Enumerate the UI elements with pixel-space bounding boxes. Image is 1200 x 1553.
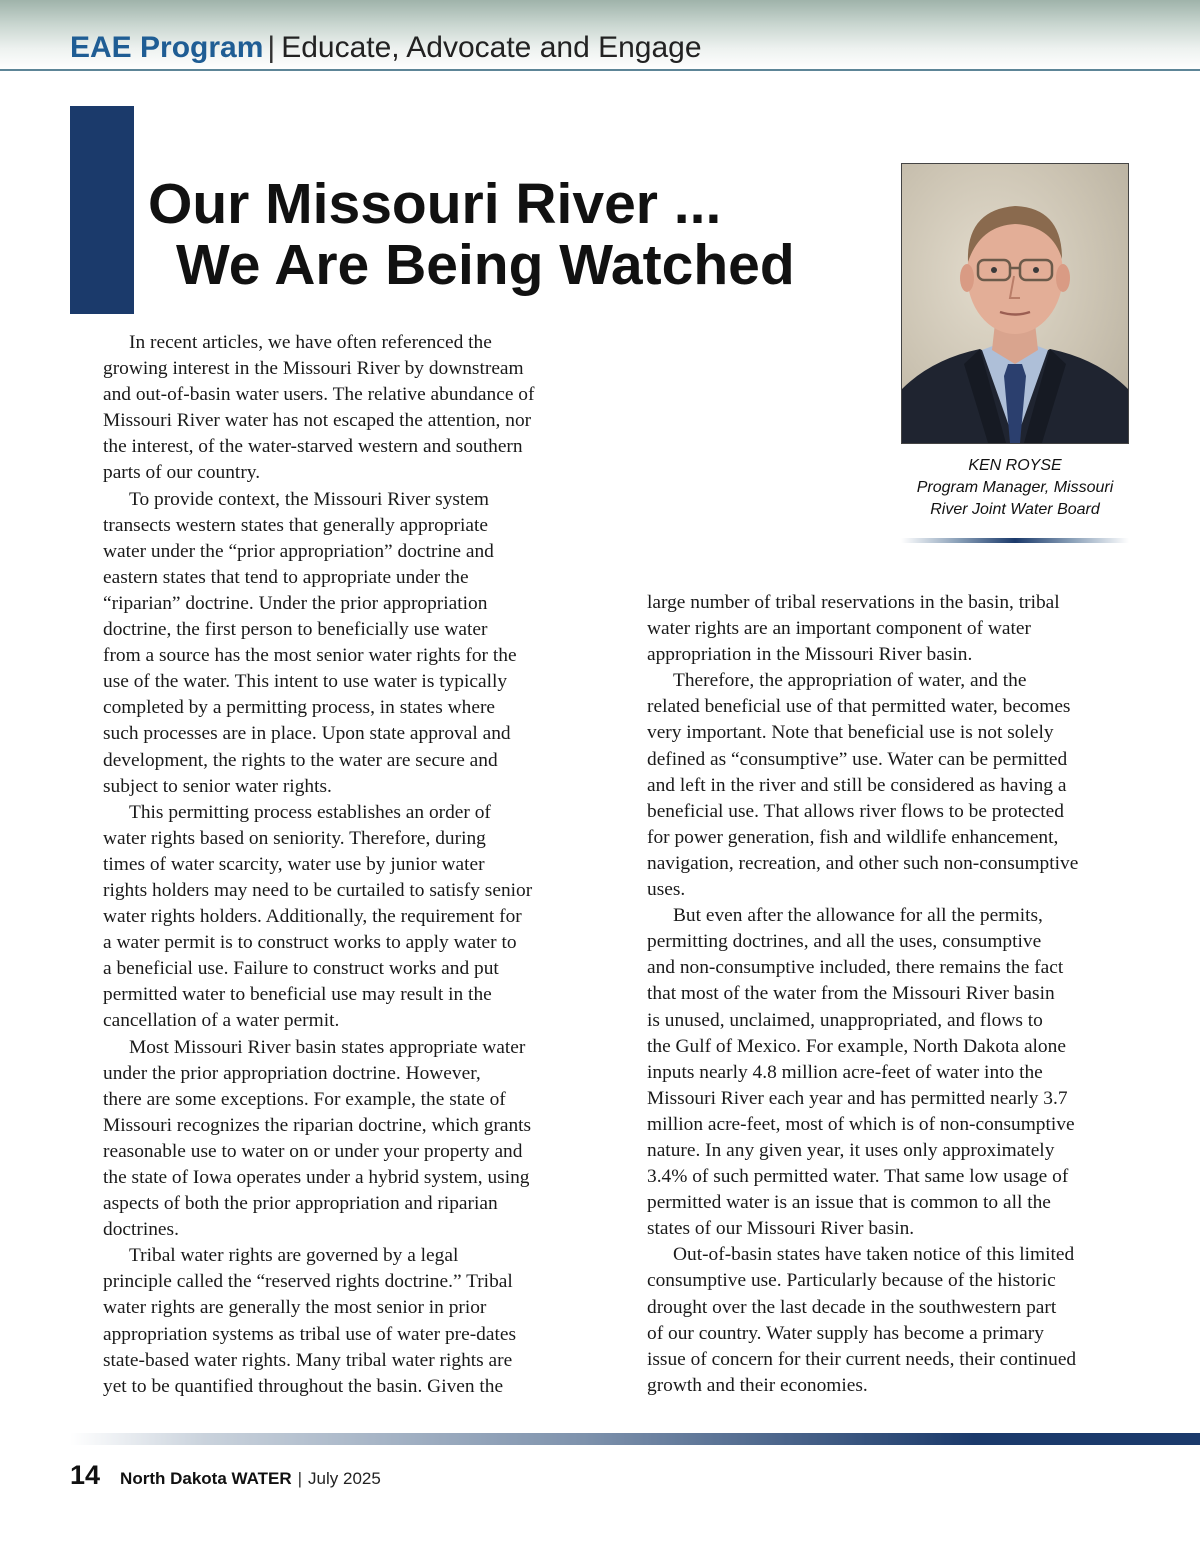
body-line: and non-consumptive included, there remains the fact [647, 957, 1064, 979]
body-line: uses. [647, 879, 686, 901]
body-line: appropriation systems as tribal use of water pre-dates [103, 1323, 516, 1345]
body-line: for power generation, fish and wildlife enhancement, [647, 826, 1059, 848]
body-line: Missouri recognizes the riparian doctrine, which grants [103, 1114, 532, 1136]
body-line: nature. In any given year, it uses only approximately [647, 1139, 1055, 1161]
photo-caption [896, 455, 1134, 521]
author-portrait [901, 163, 1129, 444]
page-footer [70, 1458, 381, 1492]
body-line: beneficial use. That allows river flows to be protected [647, 800, 1064, 822]
body-line: development, the rights to the water are secure and [103, 749, 498, 771]
body-line: defined as “consumptive” use. Water can be permitted [647, 748, 1068, 770]
body-line: the Gulf of Mexico. For example, North Dakota alone [647, 1035, 1066, 1057]
body-line: doctrine, the first person to beneficially use water [103, 619, 488, 641]
body-line: permitted water to beneficial use may result in the [103, 984, 492, 1006]
body-line: states of our Missouri River basin. [647, 1218, 915, 1240]
body-line: a water permit is to construct works to apply water to [103, 932, 517, 954]
body-line: under the prior appropriation doctrine. However, [103, 1062, 481, 1084]
footer-rule [70, 1433, 1200, 1445]
body-line: To provide context, the Missouri River system [129, 488, 490, 510]
body-line: related beneficial use of that permitted water, becomes [647, 696, 1071, 718]
body-line: This permitting process establishes an order of [129, 801, 491, 823]
body-line: Tribal water rights are governed by a legal [129, 1245, 459, 1267]
body-line: parts of our country. [103, 462, 261, 484]
program-name: EAE Program [70, 31, 264, 64]
body-line: completed by a permitting process, in states where [103, 697, 496, 719]
body-line: subject to senior water rights. [103, 775, 332, 797]
caption-rule [901, 538, 1129, 543]
body-line: Most Missouri River basin states appropriate water [129, 1036, 526, 1058]
footer-separator: | [297, 1469, 303, 1488]
body-line: water under the “prior appropriation” doctrine and [103, 540, 494, 562]
body-line: use of the water. This intent to use water is typically [103, 671, 508, 693]
body-line: growth and their economies. [647, 1374, 868, 1396]
body-line: consumptive use. Particularly because of the historic [647, 1270, 1056, 1292]
body-line: a beneficial use. Failure to construct works and put [103, 958, 499, 980]
body-line: rights holders may need to be curtailed to satisfy senior [103, 879, 533, 901]
body-line: such processes are in place. Upon state approval and [103, 723, 511, 745]
body-line: water rights based on seniority. Therefore, during [103, 827, 486, 849]
body-line: the interest, of the water-starved western and southern [103, 436, 523, 458]
body-line: navigation, recreation, and other such non-consumptive [647, 852, 1079, 874]
program-tagline: Educate, Advocate and Engage [281, 31, 702, 64]
body-line: principle called the “reserved rights doctrine.” Tribal [103, 1271, 513, 1293]
body-line: permitted water is an issue that is common to all the [647, 1192, 1051, 1214]
body-line: growing interest in the Missouri River by downstream [103, 358, 524, 380]
body-line: and left in the river and still be considered as having a [647, 774, 1067, 796]
body-line: Missouri River water has not escaped the attention, nor [103, 410, 532, 432]
body-line: inputs nearly 4.8 million acre-feet of water into the [647, 1061, 1043, 1083]
body-line: aspects of both the prior appropriation and riparian [103, 1193, 498, 1215]
body-line: “riparian” doctrine. Under the prior appropriation [103, 592, 488, 614]
header-rule [0, 69, 1200, 71]
body-line: there are some exceptions. For example, the state of [103, 1088, 506, 1110]
body-line: is unused, unclaimed, unappropriated, and flows to [647, 1009, 1043, 1031]
body-line: yet to be quantified throughout the basin. Given the [103, 1375, 504, 1397]
body-line: But even after the allowance for all the permits, [673, 905, 1043, 927]
caption-role-line-1: Program Manager, Missouri [916, 479, 1114, 496]
body-line: drought over the last decade in the southwestern part [647, 1296, 1057, 1318]
section-header [70, 28, 702, 68]
body-line: state-based water rights. Many tribal water rights are [103, 1349, 513, 1371]
body-line: million acre-feet, most of which is of non-consumptive [647, 1113, 1075, 1135]
body-line: times of water scarcity, water use by junior water [103, 853, 485, 875]
article-body-left-column [103, 330, 593, 1400]
body-line: eastern states that tend to appropriate under the [103, 566, 469, 588]
body-line: water rights are generally the most senior in prior [103, 1297, 487, 1319]
portrait-illustration [902, 164, 1128, 443]
body-line: cancellation of a water permit. [103, 1010, 340, 1032]
body-line: very important. Note that beneficial use is not solely [647, 722, 1054, 744]
body-line: from a source has the most senior water rights for the [103, 645, 517, 667]
body-line: large number of tribal reservations in the basin, tribal [647, 592, 1060, 613]
magazine-name: North Dakota WATER [120, 1469, 292, 1488]
body-line: doctrines. [103, 1219, 179, 1241]
caption-role-line-2: River Joint Water Board [930, 501, 1100, 518]
body-line: appropriation in the Missouri River basin. [647, 644, 973, 666]
body-line: water rights are an important component of water [647, 618, 1031, 640]
body-line: that most of the water from the Missouri River basin [647, 983, 1055, 1005]
body-line: issue of concern for their current needs, their continued [647, 1348, 1077, 1370]
body-line: reasonable use to water on or under your property and [103, 1140, 523, 1162]
body-line: transects western states that generally appropriate [103, 514, 488, 536]
article-body-right-column [647, 590, 1137, 1399]
body-line: water rights holders. Additionally, the requirement for [103, 906, 522, 928]
caption-name: KEN ROYSE [968, 457, 1062, 474]
body-line: 3.4% of such permitted water. That same low usage of [647, 1166, 1069, 1188]
header-separator: | [267, 31, 276, 64]
body-line: Out-of-basin states have taken notice of this limited [673, 1244, 1075, 1266]
article-title-line-1: Our Missouri River ... [148, 172, 722, 236]
body-line: and out-of-basin water users. The relative abundance of [103, 384, 535, 406]
body-line: In recent articles, we have often referenced the [129, 332, 492, 353]
title-accent-bar [70, 106, 134, 314]
body-line: Missouri River each year and has permitted nearly 3.7 [647, 1087, 1068, 1109]
body-line: Therefore, the appropriation of water, and the [673, 670, 1027, 692]
body-line: permitting doctrines, and all the uses, consumptive [647, 931, 1042, 953]
issue-date: July 2025 [308, 1469, 381, 1488]
page-number: 14 [70, 1460, 101, 1490]
article-title [148, 174, 868, 296]
body-line: of our country. Water supply has become a primary [647, 1322, 1044, 1344]
body-line: the state of Iowa operates under a hybrid system, using [103, 1167, 530, 1188]
article-title-line-2: We Are Being Watched [176, 233, 795, 297]
